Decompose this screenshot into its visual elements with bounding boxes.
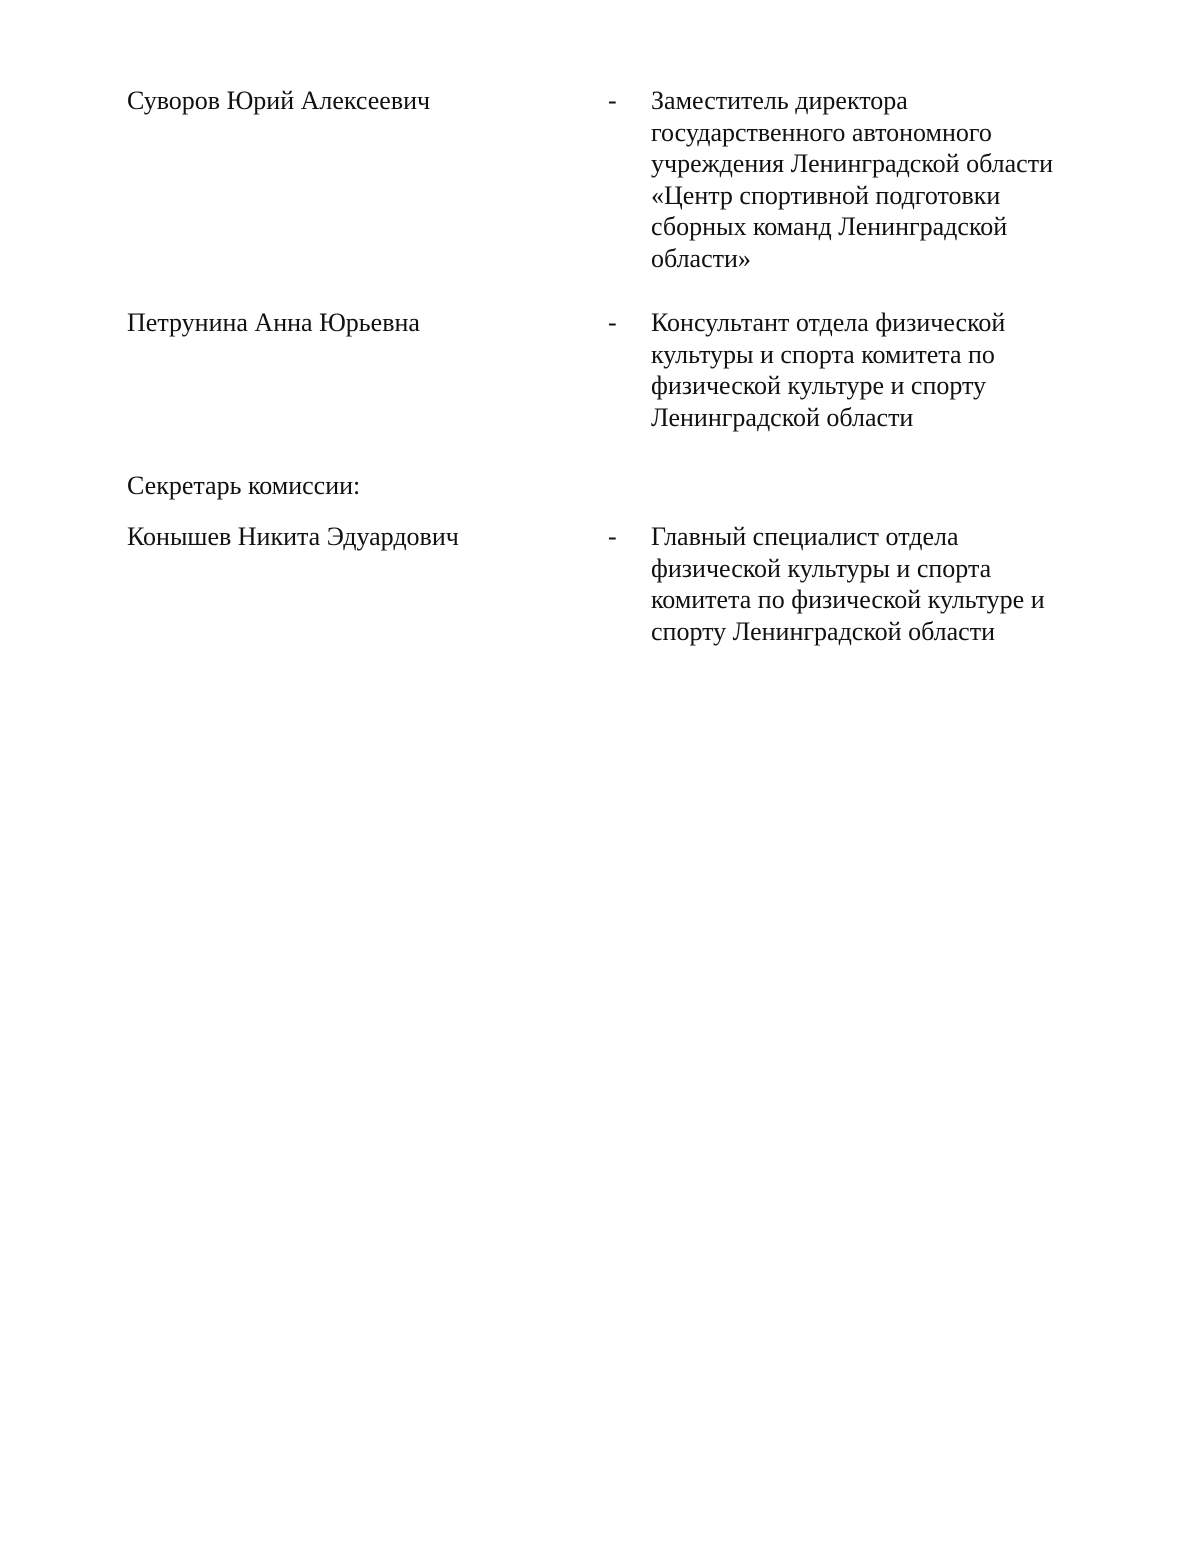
- separator-dash: -: [608, 308, 617, 337]
- secretary-name: Конышев Никита Эдуардович: [127, 522, 459, 551]
- member-name: Петрунина Анна Юрьевна: [127, 308, 420, 337]
- member-position: Консультант отдела физической культуры и спорта комитета по физической культуре и спорту Ленинградской области: [651, 308, 1006, 432]
- member-name: Суворов Юрий Алексеевич: [127, 86, 431, 115]
- member-position: Заместитель директора государственного автономного учреждения Ленинградской области «Центр спортивной подготовки сборных команд Ленинградской области»: [651, 86, 1053, 273]
- separator-dash: -: [608, 522, 617, 551]
- separator-dash: -: [608, 86, 617, 115]
- secretary-heading: Секретарь комиссии:: [127, 471, 361, 500]
- secretary-position: Главный специалист отдела физической культуры и спорта комитета по физической культуре и спорту Ленинградской области: [651, 522, 1045, 646]
